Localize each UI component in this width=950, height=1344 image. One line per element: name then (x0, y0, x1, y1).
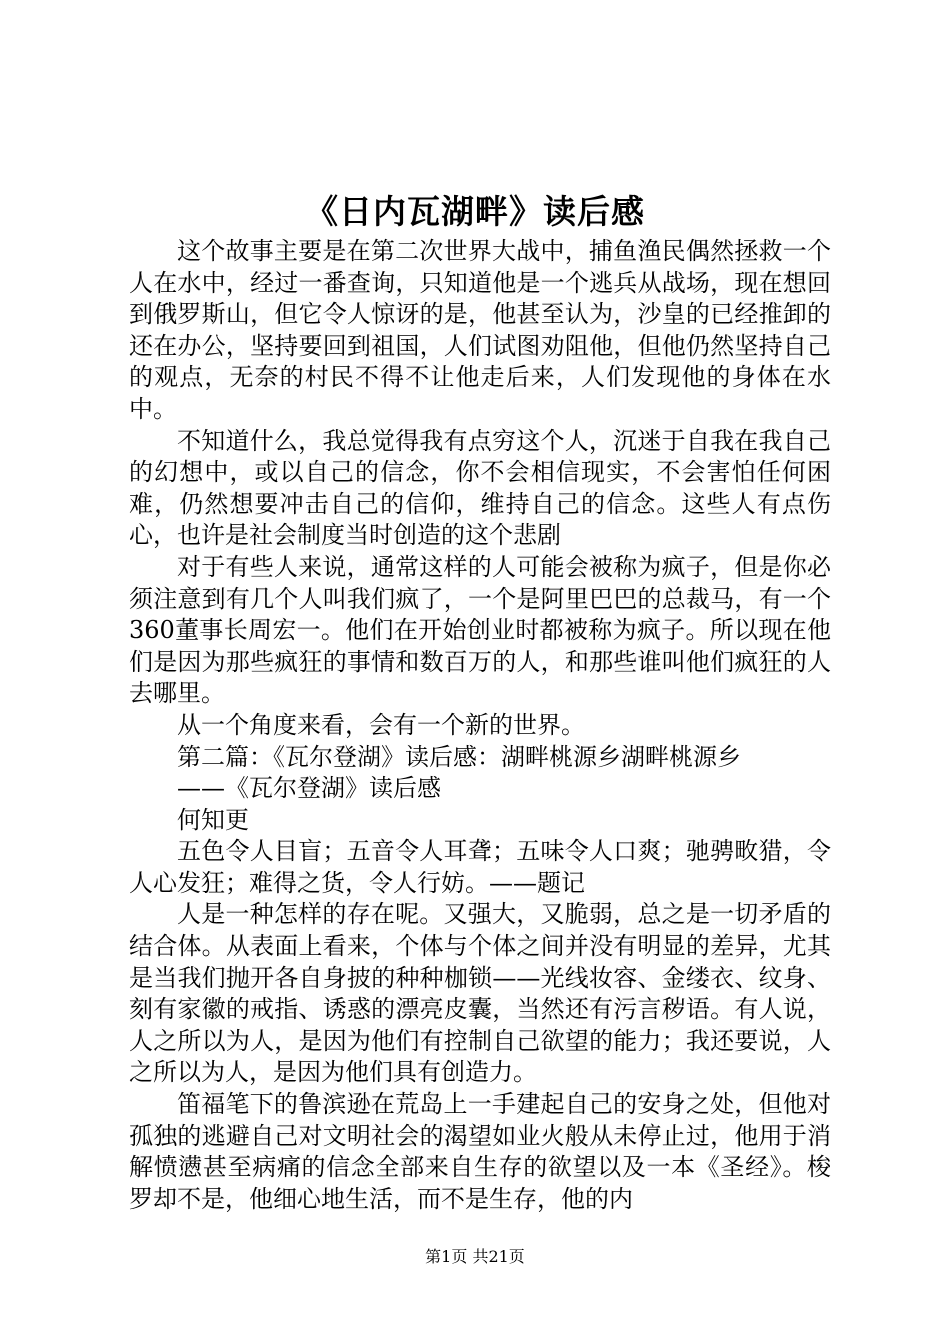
page-footer: 第1页 共21页 (425, 1247, 525, 1266)
section-subtitle: ——《瓦尔登湖》读后感 (177, 774, 441, 803)
epigraph: 五色令人目盲；五音令人耳聋；五味令人口爽；驰骋畋猎，令人心发狂；难得之货，令人行妨。——题记 (129, 837, 831, 897)
paragraph: 这个故事主要是在第二次世界大战中，捕鱼渔民偶然拯救一个人在水中，经过一番查询，只知道他是一个逃兵从战场，现在想回到俄罗斯山，但它令人惊讶的是，他甚至认为，沙皇的已经推卸的还在办公，坚持要回到祖国，人们试图劝阻他，但他仍然坚持自己的观点，无奈的村民不得不让他走后来，人们发现他的身体在水中。 (129, 237, 831, 423)
paragraph: 人是一种怎样的存在呢。又强大，又脆弱，总之是一切矛盾的结合体。从表面上看来，个体与个体之间并没有明显的差异，尤其是当我们抛开各自身披的种种枷锁——光线妆容、金缕衣、纹身、刻有家徽的戒指、诱惑的漂亮皮囊，当然还有污言秽语。有人说，人之所以为人，是因为他们有控制自己欲望的能力；我还要说，人之所以为人，是因为他们具有创造力。 (129, 900, 831, 1087)
paragraph: 从一个角度来看，会有一个新的世界。 (177, 710, 585, 739)
document-title: 《日内瓦湖畔》读后感 (305, 192, 645, 231)
paragraph: 笛福笔下的鲁滨逊在荒岛上一手建起自己的安身之处，但他对孤独的逃避自己对文明社会的渴望如业火般从未停止过，他用于消解愤懑甚至病痛的信念全部来自生存的欲望以及一本《圣经》。梭罗却不是，他细心地生活，而不是生存，他的内 (129, 1090, 831, 1213)
paragraph: 对于有些人来说，通常这样的人可能会被称为疯子，但是你必须注意到有几个人叫我们疯了，一个是阿里巴巴的总裁马，有一个360董事长周宏一。他们在开始创业时都被称为疯子。所以现在他们是因为那些疯狂的事情和数百万的人，和那些谁叫他们疯狂的人去哪里。 (129, 552, 831, 708)
section-heading: 第二篇：《瓦尔登湖》读后感：湖畔桃源乡湖畔桃源乡 (177, 742, 741, 771)
paragraph: 不知道什么，我总觉得我有点穷这个人，沉迷于自我在我自己的幻想中，或以自己的信念，你不会相信现实，不会害怕任何困难，仍然想要冲击自己的信仰，维持自己的信念。这些人有点伤心，也许是社会制度当时创造的这个悲剧 (129, 426, 831, 550)
document-body (129, 236, 831, 1215)
author-name: 何知更 (177, 805, 249, 834)
